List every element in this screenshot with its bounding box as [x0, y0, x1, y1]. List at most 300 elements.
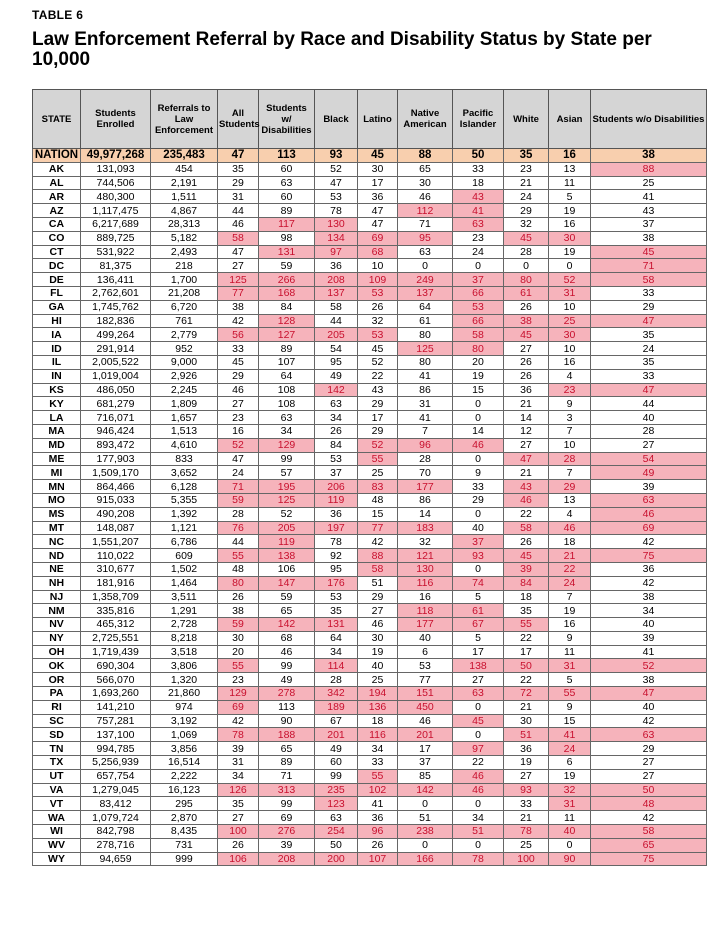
value-cell: 3,511	[151, 590, 218, 604]
value-cell: 52	[259, 507, 315, 521]
state-row	[33, 424, 707, 438]
value-cell: 108	[259, 397, 315, 411]
value-cell: 465,312	[81, 618, 151, 632]
value-cell: 24	[549, 576, 591, 590]
value-cell: 27	[504, 769, 549, 783]
value-cell: 30	[398, 176, 453, 190]
state-row	[33, 769, 707, 783]
value-cell: 6,720	[151, 300, 218, 314]
value-cell: 28	[591, 424, 707, 438]
value-cell: 29	[504, 204, 549, 218]
value-cell: 42	[358, 535, 398, 549]
value-cell: 40	[453, 521, 504, 535]
value-cell: 34	[453, 811, 504, 825]
value-cell: 75	[591, 852, 707, 866]
state-cell: FL	[33, 286, 81, 300]
value-cell: 254	[315, 825, 358, 839]
state-row	[33, 631, 707, 645]
state-cell: OK	[33, 659, 81, 673]
value-cell: 6	[549, 756, 591, 770]
value-cell: 22	[453, 756, 504, 770]
value-cell: 14	[453, 424, 504, 438]
value-cell: 63	[315, 811, 358, 825]
value-cell: 77	[218, 286, 259, 300]
value-cell: 138	[453, 659, 504, 673]
column-header: Pacific Islander	[453, 90, 504, 149]
value-cell: 47	[218, 149, 259, 163]
value-cell: 11	[549, 811, 591, 825]
value-cell: 2,779	[151, 328, 218, 342]
value-cell: 47	[358, 217, 398, 231]
value-cell: 29	[591, 742, 707, 756]
value-cell: 10	[549, 438, 591, 452]
value-cell: 40	[591, 411, 707, 425]
value-cell: 3,192	[151, 714, 218, 728]
value-cell: 71	[398, 217, 453, 231]
value-cell: 46	[453, 783, 504, 797]
value-cell: 205	[259, 521, 315, 535]
value-cell: 36	[358, 811, 398, 825]
value-cell: 30	[358, 162, 398, 176]
value-cell: 56	[218, 328, 259, 342]
value-cell: 34	[218, 769, 259, 783]
value-cell: 125	[218, 273, 259, 287]
value-cell: 19	[504, 756, 549, 770]
value-cell: 181,916	[81, 576, 151, 590]
value-cell: 166	[398, 852, 453, 866]
value-cell: 1,509,170	[81, 466, 151, 480]
state-cell: ND	[33, 549, 81, 563]
value-cell: 0	[398, 797, 453, 811]
value-cell: 127	[259, 328, 315, 342]
value-cell: 52	[591, 659, 707, 673]
value-cell: 98	[259, 231, 315, 245]
state-row	[33, 576, 707, 590]
value-cell: 42	[218, 314, 259, 328]
value-cell: 19	[453, 369, 504, 383]
value-cell: 19	[358, 645, 398, 659]
value-cell: 126	[218, 783, 259, 797]
value-cell: 51	[358, 576, 398, 590]
value-cell: 999	[151, 852, 218, 866]
value-cell: 2,926	[151, 369, 218, 383]
value-cell: 2,222	[151, 769, 218, 783]
value-cell: 117	[259, 217, 315, 231]
value-cell: 1,320	[151, 673, 218, 687]
value-cell: 0	[453, 411, 504, 425]
value-cell: 51	[398, 811, 453, 825]
value-cell: 48	[358, 493, 398, 507]
value-cell: 2,870	[151, 811, 218, 825]
value-cell: 34	[315, 645, 358, 659]
value-cell: 107	[259, 355, 315, 369]
state-cell: RI	[33, 700, 81, 714]
value-cell: 130	[315, 217, 358, 231]
value-cell: 68	[358, 245, 398, 259]
value-cell: 78	[453, 852, 504, 866]
value-cell: 3,856	[151, 742, 218, 756]
value-cell: 44	[218, 204, 259, 218]
value-cell: 39	[504, 562, 549, 576]
value-cell: 95	[315, 355, 358, 369]
value-cell: 42	[218, 714, 259, 728]
value-cell: 58	[504, 521, 549, 535]
value-cell: 136	[358, 700, 398, 714]
value-cell: 37	[453, 535, 504, 549]
value-cell: 6,786	[151, 535, 218, 549]
value-cell: 58	[591, 273, 707, 287]
value-cell: 22	[504, 507, 549, 521]
value-cell: 69	[218, 700, 259, 714]
value-cell: 63	[591, 493, 707, 507]
value-cell: 26	[358, 300, 398, 314]
value-cell: 194	[358, 687, 398, 701]
value-cell: 18	[549, 535, 591, 549]
state-cell: CA	[33, 217, 81, 231]
value-cell: 106	[259, 562, 315, 576]
value-cell: 130	[398, 562, 453, 576]
value-cell: 716,071	[81, 411, 151, 425]
value-cell: 23	[218, 411, 259, 425]
state-cell: SC	[33, 714, 81, 728]
value-cell: 80	[398, 328, 453, 342]
value-cell: 88	[358, 549, 398, 563]
value-cell: 99	[259, 659, 315, 673]
value-cell: 1,513	[151, 424, 218, 438]
value-cell: 47	[591, 383, 707, 397]
value-cell: 35	[504, 604, 549, 618]
value-cell: 88	[398, 149, 453, 163]
value-cell: 864,466	[81, 480, 151, 494]
value-cell: 31	[549, 797, 591, 811]
state-cell: KY	[33, 397, 81, 411]
value-cell: 6,217,689	[81, 217, 151, 231]
value-cell: 7	[398, 424, 453, 438]
value-cell: 28	[218, 507, 259, 521]
state-cell: NE	[33, 562, 81, 576]
value-cell: 125	[259, 493, 315, 507]
state-row	[33, 797, 707, 811]
state-cell: AR	[33, 190, 81, 204]
value-cell: 40	[549, 825, 591, 839]
value-cell: 46	[591, 507, 707, 521]
value-cell: 24	[218, 466, 259, 480]
state-row	[33, 562, 707, 576]
state-row	[33, 590, 707, 604]
value-cell: 121	[398, 549, 453, 563]
value-cell: 65	[259, 604, 315, 618]
value-cell: 80	[218, 576, 259, 590]
value-cell: 49	[315, 742, 358, 756]
value-cell: 4	[549, 507, 591, 521]
value-cell: 28,313	[151, 217, 218, 231]
value-cell: 107	[358, 852, 398, 866]
value-cell: 71	[218, 480, 259, 494]
state-cell: KS	[33, 383, 81, 397]
state-cell: HI	[33, 314, 81, 328]
value-cell: 1,019,004	[81, 369, 151, 383]
value-cell: 0	[453, 259, 504, 273]
value-cell: 58	[358, 562, 398, 576]
value-cell: 10	[549, 342, 591, 356]
state-row	[33, 217, 707, 231]
value-cell: 31	[218, 190, 259, 204]
value-cell: 1,511	[151, 190, 218, 204]
value-cell: 35	[315, 604, 358, 618]
value-cell: 137	[315, 286, 358, 300]
value-cell: 177,903	[81, 452, 151, 466]
value-cell: 42	[591, 714, 707, 728]
value-cell: 45	[591, 245, 707, 259]
value-cell: 974	[151, 700, 218, 714]
value-cell: 19	[549, 245, 591, 259]
state-row	[33, 838, 707, 852]
value-cell: 70	[398, 466, 453, 480]
value-cell: 29	[453, 493, 504, 507]
value-cell: 52	[218, 438, 259, 452]
value-cell: 30	[549, 328, 591, 342]
value-cell: 0	[453, 838, 504, 852]
value-cell: 1,121	[151, 521, 218, 535]
value-cell: 2,493	[151, 245, 218, 259]
state-row	[33, 825, 707, 839]
value-cell: 96	[358, 825, 398, 839]
value-cell: 74	[453, 576, 504, 590]
value-cell: 0	[549, 259, 591, 273]
value-cell: 26	[504, 535, 549, 549]
value-cell: 53	[315, 590, 358, 604]
value-cell: 59	[259, 259, 315, 273]
value-cell: 335,816	[81, 604, 151, 618]
state-row	[33, 383, 707, 397]
value-cell: 93	[315, 149, 358, 163]
value-cell: 110,022	[81, 549, 151, 563]
value-cell: 16,514	[151, 756, 218, 770]
value-cell: 27	[218, 259, 259, 273]
value-cell: 33	[504, 797, 549, 811]
state-cell: MA	[33, 424, 81, 438]
value-cell: 42	[591, 576, 707, 590]
value-cell: 2,005,522	[81, 355, 151, 369]
state-cell: IL	[33, 355, 81, 369]
value-cell: 19	[549, 204, 591, 218]
value-cell: 112	[398, 204, 453, 218]
value-cell: 21	[504, 397, 549, 411]
value-cell: 44	[591, 397, 707, 411]
value-cell: 45	[358, 149, 398, 163]
value-cell: 40	[398, 631, 453, 645]
value-cell: 889,725	[81, 231, 151, 245]
value-cell: 915,033	[81, 493, 151, 507]
value-cell: 450	[398, 700, 453, 714]
value-cell: 681,279	[81, 397, 151, 411]
value-cell: 49,977,268	[81, 149, 151, 163]
value-cell: 142	[315, 383, 358, 397]
value-cell: 102	[358, 783, 398, 797]
value-cell: 731	[151, 838, 218, 852]
value-cell: 1,657	[151, 411, 218, 425]
value-cell: 32	[398, 535, 453, 549]
state-cell: PA	[33, 687, 81, 701]
value-cell: 1,700	[151, 273, 218, 287]
value-cell: 952	[151, 342, 218, 356]
state-row	[33, 438, 707, 452]
value-cell: 7	[549, 466, 591, 480]
column-header: All Students	[218, 90, 259, 149]
value-cell: 5	[453, 590, 504, 604]
state-cell: MT	[33, 521, 81, 535]
value-cell: 32	[504, 217, 549, 231]
value-cell: 100	[504, 852, 549, 866]
value-cell: 23	[549, 383, 591, 397]
value-cell: 55	[218, 549, 259, 563]
value-cell: 55	[358, 769, 398, 783]
value-cell: 36	[358, 190, 398, 204]
value-cell: 29	[358, 397, 398, 411]
value-cell: 45	[453, 714, 504, 728]
state-cell: CT	[33, 245, 81, 259]
value-cell: 52	[549, 273, 591, 287]
value-cell: 994,785	[81, 742, 151, 756]
value-cell: 566,070	[81, 673, 151, 687]
value-cell: 86	[398, 493, 453, 507]
value-cell: 114	[315, 659, 358, 673]
value-cell: 744,506	[81, 176, 151, 190]
state-cell: SD	[33, 728, 81, 742]
value-cell: 10	[549, 300, 591, 314]
value-cell: 1,745,762	[81, 300, 151, 314]
column-header: Black	[315, 90, 358, 149]
value-cell: 49	[591, 466, 707, 480]
value-cell: 108	[259, 383, 315, 397]
value-cell: 3,652	[151, 466, 218, 480]
value-cell: 5,355	[151, 493, 218, 507]
value-cell: 22	[358, 369, 398, 383]
value-cell: 65	[591, 838, 707, 852]
state-cell: MS	[33, 507, 81, 521]
value-cell: 16	[549, 217, 591, 231]
value-cell: 134	[315, 231, 358, 245]
value-cell: 53	[315, 452, 358, 466]
value-cell: 118	[398, 604, 453, 618]
value-cell: 27	[504, 342, 549, 356]
state-cell: MO	[33, 493, 81, 507]
state-row	[33, 742, 707, 756]
value-cell: 454	[151, 162, 218, 176]
value-cell: 37	[315, 466, 358, 480]
value-cell: 137,100	[81, 728, 151, 742]
state-cell: VA	[33, 783, 81, 797]
value-cell: 31	[398, 397, 453, 411]
value-cell: 19	[549, 769, 591, 783]
state-row	[33, 604, 707, 618]
value-cell: 106	[218, 852, 259, 866]
value-cell: 84	[315, 438, 358, 452]
value-cell: 46	[549, 521, 591, 535]
value-cell: 690,304	[81, 659, 151, 673]
value-cell: 40	[358, 659, 398, 673]
column-header: Students w/ Disabilities	[259, 90, 315, 149]
value-cell: 59	[218, 493, 259, 507]
state-cell: AL	[33, 176, 81, 190]
value-cell: 3,518	[151, 645, 218, 659]
value-cell: 1,069	[151, 728, 218, 742]
value-cell: 5,256,939	[81, 756, 151, 770]
value-cell: 28	[315, 673, 358, 687]
value-cell: 61	[453, 604, 504, 618]
value-cell: 46	[358, 618, 398, 632]
value-cell: 13	[549, 493, 591, 507]
value-cell: 45	[504, 231, 549, 245]
value-cell: 96	[398, 438, 453, 452]
value-cell: 1,502	[151, 562, 218, 576]
value-cell: 65	[398, 162, 453, 176]
value-cell: 37	[398, 756, 453, 770]
value-cell: 30	[218, 631, 259, 645]
value-cell: 35	[218, 162, 259, 176]
value-cell: 84	[259, 300, 315, 314]
value-cell: 266	[259, 273, 315, 287]
value-cell: 100	[218, 825, 259, 839]
value-cell: 23	[218, 673, 259, 687]
column-header: Asian	[549, 90, 591, 149]
value-cell: 25	[358, 466, 398, 480]
value-cell: 81,375	[81, 259, 151, 273]
value-cell: 69	[259, 811, 315, 825]
value-cell: 531,922	[81, 245, 151, 259]
value-cell: 78	[315, 204, 358, 218]
column-header: Students Enrolled	[81, 90, 151, 149]
value-cell: 40	[591, 700, 707, 714]
value-cell: 76	[218, 521, 259, 535]
value-cell: 25	[549, 314, 591, 328]
value-cell: 24	[591, 342, 707, 356]
value-cell: 131	[315, 618, 358, 632]
value-cell: 33	[358, 756, 398, 770]
state-row	[33, 728, 707, 742]
value-cell: 17	[398, 742, 453, 756]
state-cell: MD	[33, 438, 81, 452]
state-row	[33, 273, 707, 287]
value-cell: 46	[504, 493, 549, 507]
value-cell: 34	[591, 604, 707, 618]
value-cell: 188	[259, 728, 315, 742]
state-row	[33, 328, 707, 342]
value-cell: 168	[259, 286, 315, 300]
state-cell: NH	[33, 576, 81, 590]
value-cell: 113	[259, 149, 315, 163]
value-cell: 27	[591, 769, 707, 783]
value-cell: 86	[398, 383, 453, 397]
value-cell: 84	[504, 576, 549, 590]
value-cell: 47	[358, 204, 398, 218]
value-cell: 26	[358, 838, 398, 852]
value-cell: 69	[358, 231, 398, 245]
state-row	[33, 852, 707, 866]
value-cell: 22	[504, 673, 549, 687]
value-cell: 761	[151, 314, 218, 328]
value-cell: 946,424	[81, 424, 151, 438]
nation-row	[33, 149, 707, 163]
state-cell: TX	[33, 756, 81, 770]
value-cell: 36	[504, 383, 549, 397]
value-cell: 47	[218, 452, 259, 466]
value-cell: 276	[259, 825, 315, 839]
value-cell: 23	[504, 162, 549, 176]
value-cell: 9	[549, 700, 591, 714]
value-cell: 3,806	[151, 659, 218, 673]
value-cell: 33	[218, 342, 259, 356]
